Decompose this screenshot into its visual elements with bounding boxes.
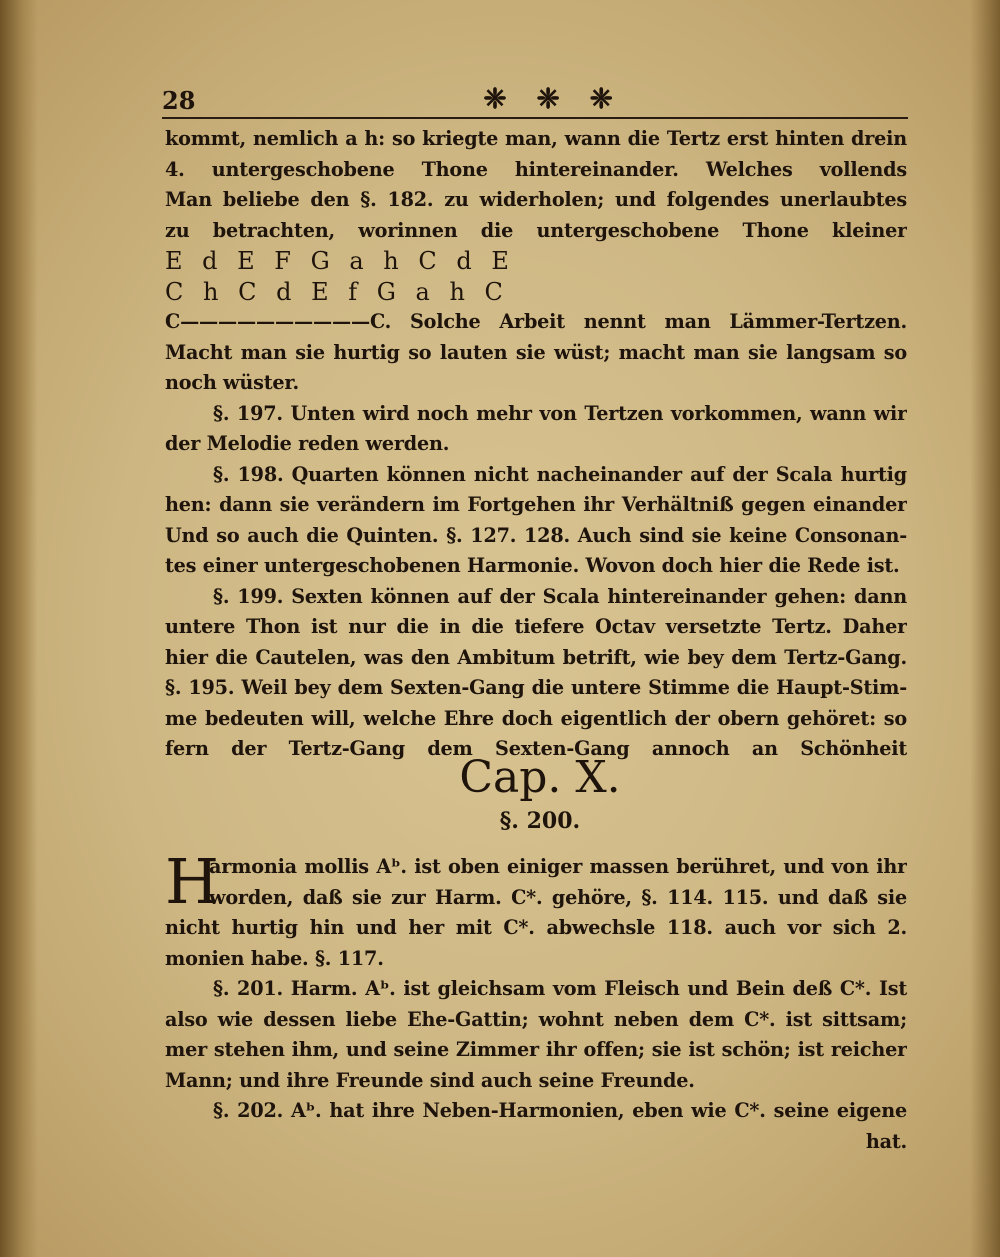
body-text	[165, 124, 907, 765]
ornament-icon: ❈	[589, 82, 613, 115]
text-line: worden, daß sie zur Harm. C*. gehöre, §. 114. 115. und daß sie	[209, 885, 907, 909]
header-rule	[162, 117, 908, 119]
text-line: kommt, nemlich a h: so kriegte man, wann die Tertz erst hinten drein	[165, 127, 907, 150]
text-line: me bedeuten will, welche Ehre doch eigentlich der obern gehöret: so	[165, 706, 907, 730]
section-number: §. 200.	[499, 808, 581, 834]
paragraph-start: §. 198. Quarten können nicht nacheinander auf der Scala hurtig	[213, 462, 907, 486]
text-line: Man beliebe den §. 182. zu widerholen; und folgendes unerlaubtes	[165, 188, 907, 211]
text-line: also wie dessen liebe Ehe-Gattin; wohnt neben dem C*. ist sittsam;	[165, 1007, 907, 1031]
text-line: hier die Cautelen, was den Ambitum betrift, wie bey dem Tertz-Gang.	[165, 645, 907, 669]
text-line: hen: dann sie verändern im Fortgehen ihr Verhältniß gegen einander	[165, 493, 907, 516]
text-line: 4. untergeschobene Thone hintereinander. Welches vollends	[165, 157, 907, 181]
text-line: der Melodie reden werden.	[165, 432, 450, 455]
text-line: §. 195. Weil bey dem Sexten-Gang die untere Stimme die Haupt-Stim-	[165, 676, 907, 699]
text-line: Und so auch die Quinten. §. 127. 128. Auch sind sie keine Consonan-	[165, 523, 907, 547]
text-line: monien habe. §. 117.	[165, 946, 384, 970]
drop-cap: H	[165, 845, 219, 918]
text-line: armonia mollis Aᵇ. ist oben einiger massen berühret, und von ihr	[209, 855, 907, 878]
text-line: untere Thon ist nur die in die tiefere Octav versetzte Tertz. Daher	[165, 615, 907, 638]
text-line: zu betrachten, worinnen die untergeschobene Thone kleiner	[165, 218, 907, 242]
chapter-text	[165, 845, 907, 1157]
ornament-icon: ❈	[536, 82, 560, 115]
text-line: Macht man sie hurtig so lauten sie wüst; macht man sie langsam so	[165, 340, 907, 364]
paragraph-start: §. 197. Unten wird noch mehr von Tertzen vorkommen, wann wir	[213, 401, 907, 425]
paragraph-start: §. 202. Aᵇ. hat ihre Neben-Harmonien, eben wie C*. seine eigene	[213, 1099, 907, 1122]
header-ornaments	[478, 84, 632, 114]
page-number: 28	[162, 86, 196, 115]
text-line: nicht hurtig hin und her mit C*. abwechsle 118. auch vor sich 2.	[165, 916, 907, 939]
music-example-line: E d E F G a h C d E	[165, 247, 515, 275]
text-line: tes einer untergeschobenen Harmonie. Wovon doch hier die Rede ist.	[165, 554, 900, 577]
paragraph-start: §. 199. Sexten können auf der Scala hintereinander gehen: dann	[213, 584, 907, 608]
text-line: noch wüster.	[165, 371, 300, 394]
ornament-icon: ❈	[483, 82, 507, 115]
text-line: fern der Tertz-Gang dem Sexten-Gang annoch an Schönheit	[165, 737, 907, 760]
paragraph-start: §. 201. Harm. Aᵇ. ist gleichsam vom Fleisch und Bein deß C*. Ist	[213, 977, 907, 1000]
running-header	[162, 84, 908, 120]
text-line: Mann; und ihre Freunde sind auch seine Freunde.	[165, 1068, 695, 1092]
music-example-line: C h C d E f G a h C	[165, 277, 509, 306]
chapter-title: Cap. X.	[459, 752, 621, 803]
page-edge-shadow-left	[0, 0, 38, 1257]
text-line: hat.	[865, 1129, 907, 1153]
music-example-line: C——————————C. Solche Arbeit nennt man Lämmer-Tertzen.	[165, 310, 907, 333]
text-line: mer stehen ihm, und seine Zimmer ihr offen; sie ist schön; ist reicher	[165, 1038, 907, 1061]
page-edge-shadow-right	[970, 0, 1000, 1257]
